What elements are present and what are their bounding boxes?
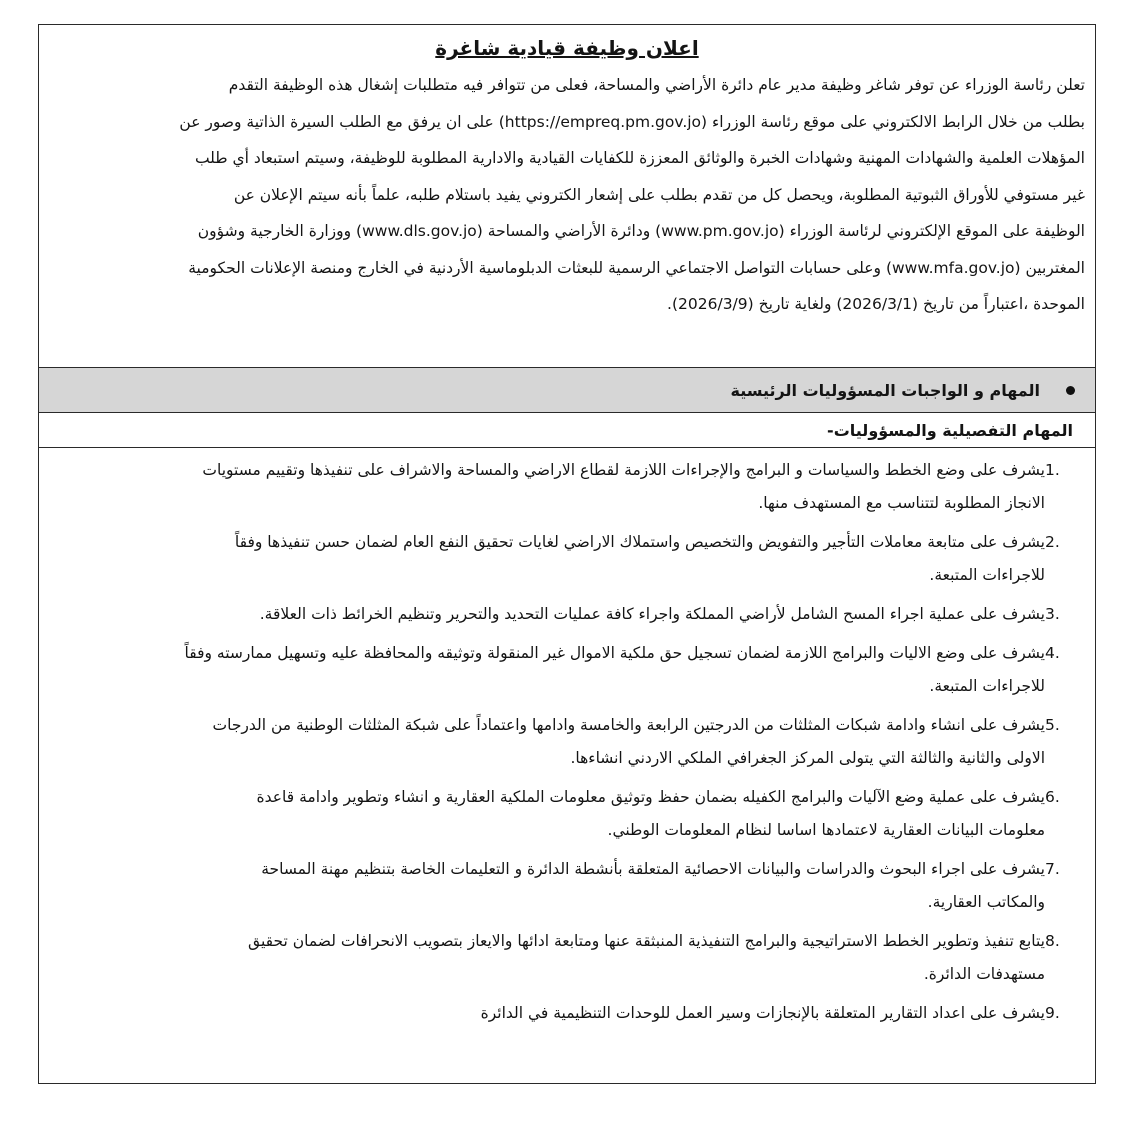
section-heading-row xyxy=(39,367,1095,412)
list-item-line: مستهدفات الدائرة. xyxy=(923,965,1045,983)
intro-line: المؤهلات العلمية والشهادات المهنية وشهادات الخبرة والوثائق المعززة للكفايات القيادية والادارية المطلوبة للوظيفة، وسيتم استبعاد أي طلب xyxy=(194,149,1085,167)
list-item-text xyxy=(53,925,1045,991)
list-item-line: يشرف على اعداد التقارير المتعلقة بالإنجازات وسير العمل للوحدات التنظيمية في الدائرة xyxy=(480,1004,1045,1022)
dash-marker: - xyxy=(827,420,834,440)
list-item xyxy=(53,598,1081,631)
list-item-text xyxy=(53,598,1045,631)
sub-heading: المهام التفصيلية والمسؤوليات xyxy=(833,420,1073,440)
list-item-number: 6. xyxy=(1045,788,1060,806)
list-item-number: 1. xyxy=(1045,461,1060,479)
intro-paragraph xyxy=(39,67,1095,367)
list-item-text xyxy=(53,454,1045,520)
list-item-line: يشرف على وضع الخطط والسياسات و البرامج والإجراءات اللازمة لقطاع الاراضي والمساحة والاشراف على تنفيذها وتقييم مستويات xyxy=(202,461,1045,479)
list-item-line: معلومات البيانات العقارية لاعتمادها اساسا لنظام المعلومات الوطني. xyxy=(607,821,1045,839)
list-item-text xyxy=(53,709,1045,775)
list-item-line: والمكاتب العقارية. xyxy=(927,893,1045,911)
list-item-line: يشرف على عملية اجراء المسح الشامل لأراضي المملكة واجراء كافة عمليات التحديد والتحرير وتنظيم الخرائط ذات العلاقة. xyxy=(259,605,1045,623)
list-item-line: يشرف على متابعة معاملات التأجير والتفويض والتخصيص واستملاك الاراضي لغايات تحقيق النفع العام لضمان حسن تنفيذها وفقاً xyxy=(234,533,1045,551)
list-item-line: يشرف على وضع الاليات والبرامج اللازمة لضمان تسجيل حق ملكية الاموال غير المنقولة وتوثيقه والمحافظة عليه وتسهيل ممارسته وفقاً xyxy=(184,644,1045,662)
intro-line: غير مستوفي للأوراق الثبوتية المطلوبة، ويحصل كل من تقدم بطلب على إشعار الكتروني يفيد باستلام طلبه، علماً بأنه سيتم الإعلان عن xyxy=(233,185,1085,204)
list-item-line: للاجراءات المتبعة. xyxy=(929,566,1045,584)
list-item-text xyxy=(53,781,1045,847)
list-item xyxy=(53,925,1081,991)
list-item-number: 8. xyxy=(1045,932,1060,950)
list-item xyxy=(53,781,1081,847)
intro-line: بطلب من خلال الرابط الالكتروني على موقع رئاسة الوزراء (https://empreq.pm.gov.jo) على ان يرفق مع الطلب السيرة الذاتية وصور عن xyxy=(179,112,1085,131)
list-item-number: 3. xyxy=(1045,605,1060,623)
list-item-line: يشرف على انشاء وادامة شبكات المثلثات من الدرجتين الرابعة والخامسة وادامها واعتماداً على شبكة المثلثات الوطنية من الدرجات xyxy=(212,716,1045,734)
intro-line: المغتربين (www.mfa.gov.jo) وعلى حسابات التواصل الاجتماعي الرسمية للبعثات الدبلوماسية الأردنية في الخارج ومنصة الإعلانات الحكومية xyxy=(188,258,1085,277)
duties-list xyxy=(39,447,1095,1030)
list-item-number: 4. xyxy=(1045,644,1060,662)
list-item-text xyxy=(53,853,1045,919)
list-item-text xyxy=(53,997,1045,1030)
list-item xyxy=(53,853,1081,919)
intro-line: الوظيفة على الموقع الإلكتروني لرئاسة الوزراء (www.pm.gov.jo) ودائرة الأراضي والمساحة (www.dls.gov.jo) ووزارة الخارجية وشؤون xyxy=(197,222,1085,240)
section-heading: المهام و الواجبات المسؤوليات الرئيسية xyxy=(730,380,1040,400)
list-item-line: يشرف على اجراء البحوث والدراسات والبيانات الاحصائية المتعلقة بأنشطة الدائرة و التعليمات الخاصة بتنظيم مهنة المساحة xyxy=(261,860,1045,878)
list-item-number: 7. xyxy=(1045,860,1060,878)
intro-line: الموحدة ،اعتباراً من تاريخ (2026/3/1) ولغاية تاريخ (2026/3/9). xyxy=(667,295,1085,313)
list-item-line: يتابع تنفيذ وتطوير الخطط الاستراتيجية والبرامج التنفيذية المنبثقة عنها ومتابعة ادائها والايعاز بتصويب الانحرافات لضمان تحقيق xyxy=(248,932,1045,950)
sub-heading-row xyxy=(39,412,1095,447)
list-item xyxy=(53,526,1081,592)
list-item-line: يشرف على عملية وضع الآليات والبرامج الكفيله بضمان حفظ وتوثيق معلومات الملكية العقارية و انشاء وتطوير وادامة قاعدة xyxy=(256,788,1045,806)
list-item xyxy=(53,454,1081,520)
announcement-frame xyxy=(38,24,1096,1084)
list-item xyxy=(53,637,1081,703)
list-item-number: 2. xyxy=(1045,533,1060,551)
list-item xyxy=(53,997,1081,1030)
list-item-number: 9. xyxy=(1045,1004,1060,1022)
announcement-title: اعلان وظيفة قيادية شاغرة xyxy=(435,36,699,60)
list-item-line: للاجراءات المتبعة. xyxy=(929,677,1045,695)
list-item-line: الاولى والثانية والثالثة التي يتولى المركز الجغرافي الملكي الاردني انشاءها. xyxy=(570,749,1045,767)
list-item-text xyxy=(53,637,1045,703)
list-item xyxy=(53,709,1081,775)
list-item-line: الانجاز المطلوبة لتتناسب مع المستهدف منها. xyxy=(758,494,1045,512)
list-item-number: 5. xyxy=(1045,716,1060,734)
list-item-text xyxy=(53,526,1045,592)
bullet-icon xyxy=(1066,386,1075,395)
intro-line: تعلن رئاسة الوزراء عن توفر شاغر وظيفة مدير عام دائرة الأراضي والمساحة، فعلى من تتوافر فيه متطلبات إشغال هذه الوظيفة التقدم xyxy=(228,76,1085,94)
